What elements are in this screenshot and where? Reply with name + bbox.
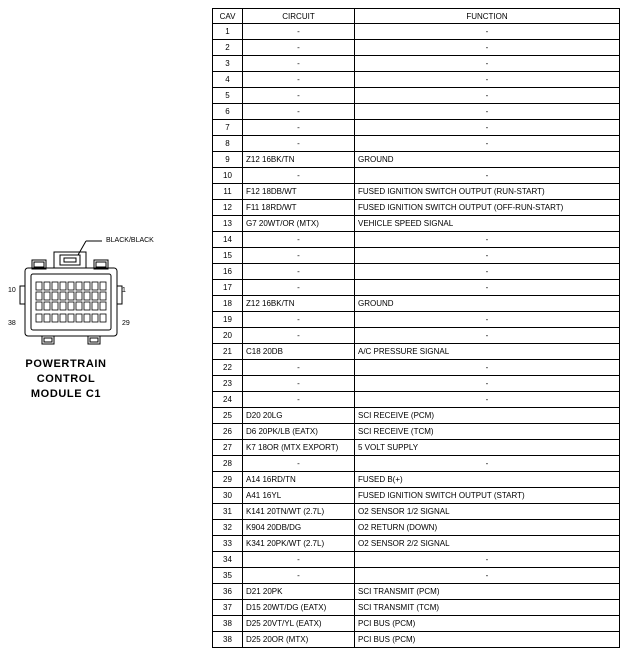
connector-color-label: BLACK/BLACK bbox=[106, 237, 154, 244]
pin-label-29: 29 bbox=[122, 320, 130, 327]
cav-cell: 27 bbox=[213, 440, 243, 456]
function-cell: FUSED IGNITION SWITCH OUTPUT (RUN-START) bbox=[355, 184, 620, 200]
cav-cell: 36 bbox=[213, 584, 243, 600]
table-row bbox=[213, 584, 620, 600]
function-cell: - bbox=[355, 552, 620, 568]
cav-cell: 38 bbox=[213, 632, 243, 648]
circuit-cell: Z12 16BK/TN bbox=[243, 152, 355, 168]
function-cell: - bbox=[355, 456, 620, 472]
cav-cell: 10 bbox=[213, 168, 243, 184]
cav-cell: 19 bbox=[213, 312, 243, 328]
circuit-cell: C18 20DB bbox=[243, 344, 355, 360]
function-cell: - bbox=[355, 104, 620, 120]
module-title-line-2: CONTROL bbox=[36, 373, 96, 385]
circuit-cell: D20 20LG bbox=[243, 408, 355, 424]
cav-cell: 4 bbox=[213, 72, 243, 88]
table-row bbox=[213, 376, 620, 392]
function-cell: PCI BUS (PCM) bbox=[355, 632, 620, 648]
table-row bbox=[213, 104, 620, 120]
table-row bbox=[213, 472, 620, 488]
circuit-cell: - bbox=[243, 552, 355, 568]
cav-cell: 7 bbox=[213, 120, 243, 136]
table-row bbox=[213, 552, 620, 568]
circuit-cell: - bbox=[243, 312, 355, 328]
function-cell: - bbox=[355, 120, 620, 136]
function-cell: - bbox=[355, 40, 620, 56]
cav-cell: 25 bbox=[213, 408, 243, 424]
function-cell: - bbox=[355, 568, 620, 584]
table-row bbox=[213, 392, 620, 408]
function-cell: FUSED IGNITION SWITCH OUTPUT (OFF-RUN-START) bbox=[355, 200, 620, 216]
circuit-cell: - bbox=[243, 40, 355, 56]
function-cell: FUSED IGNITION SWITCH OUTPUT (START) bbox=[355, 488, 620, 504]
function-cell: - bbox=[355, 136, 620, 152]
cav-cell: 18 bbox=[213, 296, 243, 312]
function-cell: O2 SENSOR 1/2 SIGNAL bbox=[355, 504, 620, 520]
table-row bbox=[213, 136, 620, 152]
table-row bbox=[213, 520, 620, 536]
table-row bbox=[213, 200, 620, 216]
table-row bbox=[213, 616, 620, 632]
circuit-cell: - bbox=[243, 360, 355, 376]
cav-cell: 6 bbox=[213, 104, 243, 120]
pin-label-38: 38 bbox=[8, 320, 16, 327]
cav-cell: 30 bbox=[213, 488, 243, 504]
cav-cell: 3 bbox=[213, 56, 243, 72]
circuit-cell: F11 18RD/WT bbox=[243, 200, 355, 216]
cav-cell: 12 bbox=[213, 200, 243, 216]
table-row bbox=[213, 168, 620, 184]
circuit-cell: K341 20PK/WT (2.7L) bbox=[243, 536, 355, 552]
circuit-cell: - bbox=[243, 24, 355, 40]
circuit-cell: D25 20VT/YL (EATX) bbox=[243, 616, 355, 632]
circuit-cell: - bbox=[243, 280, 355, 296]
table-row bbox=[213, 40, 620, 56]
circuit-cell: - bbox=[243, 56, 355, 72]
cav-cell: 37 bbox=[213, 600, 243, 616]
table-row bbox=[213, 408, 620, 424]
circuit-cell: Z12 16BK/TN bbox=[243, 296, 355, 312]
table-row bbox=[213, 488, 620, 504]
table-row bbox=[213, 632, 620, 648]
pinout-table bbox=[212, 8, 620, 648]
circuit-cell: - bbox=[243, 72, 355, 88]
circuit-cell: - bbox=[243, 88, 355, 104]
cav-cell: 32 bbox=[213, 520, 243, 536]
cav-cell: 16 bbox=[213, 264, 243, 280]
cav-cell: 8 bbox=[213, 136, 243, 152]
cav-cell: 31 bbox=[213, 504, 243, 520]
pin-label-1: 1 bbox=[122, 287, 126, 294]
function-cell: 5 VOLT SUPPLY bbox=[355, 440, 620, 456]
circuit-cell: D6 20PK/LB (EATX) bbox=[243, 424, 355, 440]
function-cell: A/C PRESSURE SIGNAL bbox=[355, 344, 620, 360]
cav-cell: 33 bbox=[213, 536, 243, 552]
table-row bbox=[213, 456, 620, 472]
function-cell: - bbox=[355, 312, 620, 328]
function-cell: SCI RECEIVE (TCM) bbox=[355, 424, 620, 440]
cav-cell: 28 bbox=[213, 456, 243, 472]
module-title-line-3: MODULE C1 bbox=[30, 388, 102, 400]
function-cell: SCI TRANSMIT (TCM) bbox=[355, 600, 620, 616]
cav-cell: 24 bbox=[213, 392, 243, 408]
module-title-line-1: POWERTRAIN bbox=[25, 358, 107, 370]
cav-cell: 34 bbox=[213, 552, 243, 568]
connector-diagram bbox=[0, 230, 200, 405]
header-cav: CAV bbox=[213, 9, 243, 24]
table-header-row bbox=[213, 9, 620, 24]
function-cell: GROUND bbox=[355, 296, 620, 312]
circuit-cell: D15 20WT/DG (EATX) bbox=[243, 600, 355, 616]
table-row bbox=[213, 296, 620, 312]
circuit-cell: K904 20DB/DG bbox=[243, 520, 355, 536]
circuit-cell: - bbox=[243, 568, 355, 584]
function-cell: SCI RECEIVE (PCM) bbox=[355, 408, 620, 424]
table-row bbox=[213, 312, 620, 328]
function-cell: - bbox=[355, 56, 620, 72]
cav-cell: 35 bbox=[213, 568, 243, 584]
cav-cell: 29 bbox=[213, 472, 243, 488]
function-cell: - bbox=[355, 24, 620, 40]
circuit-cell: G7 20WT/OR (MTX) bbox=[243, 216, 355, 232]
function-cell: - bbox=[355, 232, 620, 248]
function-cell: O2 RETURN (DOWN) bbox=[355, 520, 620, 536]
function-cell: - bbox=[355, 376, 620, 392]
circuit-cell: D21 20PK bbox=[243, 584, 355, 600]
function-cell: SCI TRANSMIT (PCM) bbox=[355, 584, 620, 600]
circuit-cell: - bbox=[243, 168, 355, 184]
cav-cell: 14 bbox=[213, 232, 243, 248]
function-cell: - bbox=[355, 88, 620, 104]
circuit-cell: - bbox=[243, 104, 355, 120]
cav-cell: 38 bbox=[213, 616, 243, 632]
circuit-cell: D25 20OR (MTX) bbox=[243, 632, 355, 648]
cav-cell: 17 bbox=[213, 280, 243, 296]
function-cell: VEHICLE SPEED SIGNAL bbox=[355, 216, 620, 232]
circuit-cell: - bbox=[243, 120, 355, 136]
circuit-cell: A41 16YL bbox=[243, 488, 355, 504]
cav-cell: 22 bbox=[213, 360, 243, 376]
circuit-cell: K7 18OR (MTX EXPORT) bbox=[243, 440, 355, 456]
cav-cell: 15 bbox=[213, 248, 243, 264]
function-cell: - bbox=[355, 280, 620, 296]
circuit-cell: - bbox=[243, 392, 355, 408]
table-row bbox=[213, 248, 620, 264]
cavity-grid bbox=[36, 282, 106, 322]
function-cell: PCI BUS (PCM) bbox=[355, 616, 620, 632]
table-row bbox=[213, 568, 620, 584]
header-circuit: CIRCUIT bbox=[243, 9, 355, 24]
cav-cell: 13 bbox=[213, 216, 243, 232]
function-cell: GROUND bbox=[355, 152, 620, 168]
cav-cell: 21 bbox=[213, 344, 243, 360]
table-row bbox=[213, 344, 620, 360]
cav-cell: 2 bbox=[213, 40, 243, 56]
table-row bbox=[213, 152, 620, 168]
cav-cell: 9 bbox=[213, 152, 243, 168]
table-row bbox=[213, 120, 620, 136]
cav-cell: 1 bbox=[213, 24, 243, 40]
table-row bbox=[213, 216, 620, 232]
function-cell: - bbox=[355, 248, 620, 264]
table-row bbox=[213, 184, 620, 200]
circuit-cell: - bbox=[243, 264, 355, 280]
table-row bbox=[213, 280, 620, 296]
header-function: FUNCTION bbox=[355, 9, 620, 24]
cav-cell: 20 bbox=[213, 328, 243, 344]
circuit-cell: A14 16RD/TN bbox=[243, 472, 355, 488]
pin-label-10: 10 bbox=[8, 287, 16, 294]
table-row bbox=[213, 328, 620, 344]
table-row bbox=[213, 440, 620, 456]
function-cell: - bbox=[355, 328, 620, 344]
table-row bbox=[213, 600, 620, 616]
table-row bbox=[213, 72, 620, 88]
circuit-cell: - bbox=[243, 456, 355, 472]
function-cell: - bbox=[355, 264, 620, 280]
table-row bbox=[213, 536, 620, 552]
function-cell: O2 SENSOR 2/2 SIGNAL bbox=[355, 536, 620, 552]
function-cell: - bbox=[355, 72, 620, 88]
circuit-cell: - bbox=[243, 232, 355, 248]
circuit-cell: - bbox=[243, 328, 355, 344]
table-row bbox=[213, 264, 620, 280]
circuit-cell: K141 20TN/WT (2.7L) bbox=[243, 504, 355, 520]
circuit-cell: - bbox=[243, 248, 355, 264]
circuit-cell: - bbox=[243, 376, 355, 392]
cav-cell: 11 bbox=[213, 184, 243, 200]
table-row bbox=[213, 424, 620, 440]
table-row bbox=[213, 232, 620, 248]
table-row bbox=[213, 88, 620, 104]
table-row bbox=[213, 504, 620, 520]
cav-cell: 5 bbox=[213, 88, 243, 104]
table-row bbox=[213, 56, 620, 72]
circuit-cell: - bbox=[243, 136, 355, 152]
circuit-cell: F12 18DB/WT bbox=[243, 184, 355, 200]
table-row bbox=[213, 24, 620, 40]
cav-cell: 23 bbox=[213, 376, 243, 392]
table-row bbox=[213, 360, 620, 376]
function-cell: - bbox=[355, 392, 620, 408]
function-cell: - bbox=[355, 360, 620, 376]
function-cell: FUSED B(+) bbox=[355, 472, 620, 488]
callout-leader bbox=[78, 241, 86, 255]
function-cell: - bbox=[355, 168, 620, 184]
cav-cell: 26 bbox=[213, 424, 243, 440]
pinout-table-body bbox=[213, 24, 620, 648]
